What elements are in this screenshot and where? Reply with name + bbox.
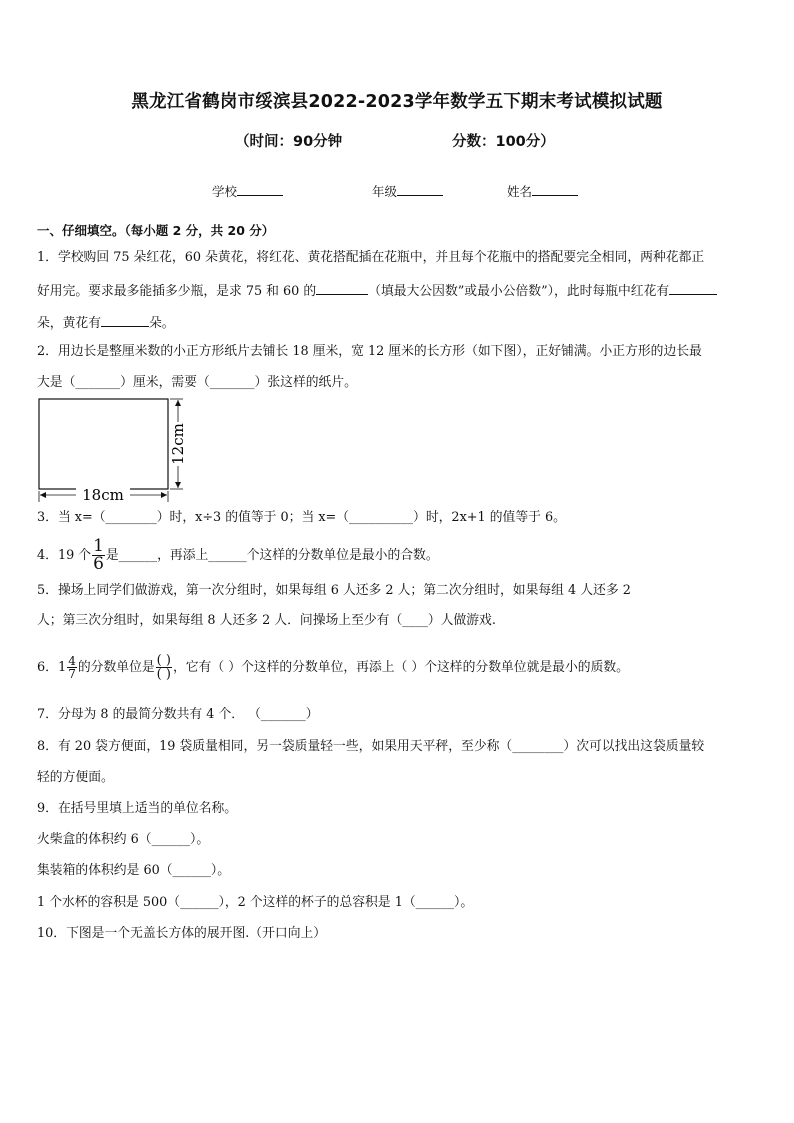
q4-fraction: $\frac{1}{6}$	[93, 536, 104, 574]
q1-line3: 朵，黄花有 朵。	[37, 316, 175, 331]
q9-line1: 9．在括号里填上适当的单位名称。	[37, 801, 238, 816]
school-label: 学校	[212, 184, 238, 199]
score-label: 分数：100分）	[452, 134, 555, 150]
q5-line2: 人；第三次分组时，如果每组 8 人还多 2 人．问操场上至少有（____）人做游戏.	[37, 613, 496, 628]
q1-line2: 好用完。要求最多能插多少瓶，是求 75 和 60 的 （填最大公因数”或最小公倍数”），此时每瓶中红花有	[37, 282, 717, 300]
q1-blank-1[interactable]	[316, 282, 368, 295]
page-title: 黑龙江省鹤岗市绥滨县2022-2023学年数学五下期末考试模拟试题	[131, 92, 663, 112]
q8-line2: 轻的方便面。	[37, 770, 114, 785]
q9-line2: 火柴盒的体积约 6（______）。	[37, 832, 210, 847]
grade-label: 年级	[372, 184, 398, 199]
rectangle-diagram	[33, 394, 188, 506]
school-field	[212, 182, 283, 200]
q6-fraction: $\frac{4}{7}$	[68, 654, 76, 681]
rectangle-shape	[39, 399, 168, 489]
q7-line: 7．分母为 8 的最简分数共有 4 个． （_______）	[37, 707, 319, 722]
q2-line1: 2．用边长是整厘米数的小正方形纸片去铺长 18 厘米，宽 12 厘米的长方形（如下图），正好铺满。小正方形的边长最	[37, 344, 702, 359]
q10-line: 10．下图是一个无盖长方体的展开图.（开口向上）	[37, 926, 327, 941]
q3-line: 3．当 x=（________）时，x÷3 的值等于 0；当 x=（__________）时，2x+1 的值等于 6。	[37, 510, 566, 525]
q4-line: 4．19 个 $\frac{1}{6}$ 是______，再添上______个这样的分数单位是最小的合数。	[37, 536, 439, 574]
q1-blank-3[interactable]	[101, 314, 149, 327]
q6-blank-fraction[interactable]: $\frac{( )}{( )}$	[156, 653, 171, 682]
school-blank[interactable]	[237, 183, 283, 196]
q2-line2: 大是（_______）厘米，需要（_______）张这样的纸片。	[37, 375, 357, 390]
time-label: （时间：90分钟	[235, 134, 343, 150]
q9-line4: 1 个水杯的容积是 500（______），2 个这样的杯子的总容积是 1（______）。	[37, 895, 474, 910]
grade-blank[interactable]	[397, 183, 443, 196]
name-label: 姓名	[507, 184, 533, 199]
name-blank[interactable]	[532, 183, 578, 196]
q6-line: 6．1 $\frac{4}{7}$ 的分数单位是 $\frac{( )}{( )}$ ，它有（ ）个这样的分数单位，再添上（ ）个这样的分数单位就是最小的质数。	[37, 653, 629, 682]
q9-line3: 集装箱的体积约是 60（______）。	[37, 863, 231, 878]
q1-line1: 1．学校购回 75 朵红花，60 朵黄花，将红花、黄花搭配插在花瓶中，并且每个花瓶中的搭配要完全相同，两种花都正	[37, 250, 705, 265]
name-field	[507, 182, 578, 200]
width-label: 12cm	[169, 423, 187, 465]
section-heading: 一、仔细填空。（每小题 2 分，共 20 分）	[37, 223, 275, 238]
q5-line1: 5．操场上同学们做游戏，第一次分组时，如果每组 6 人还多 2 人；第二次分组时，如果每组 4 人还多 2	[37, 583, 631, 598]
q8-line1: 8．有 20 袋方便面，19 袋质量相同，另一袋质量轻一些，如果用天平秤，至少称（________）次可以找出这袋质量较	[37, 739, 705, 754]
grade-field	[372, 182, 443, 200]
q1-blank-2[interactable]	[669, 282, 717, 295]
length-label: 18cm	[82, 486, 124, 504]
